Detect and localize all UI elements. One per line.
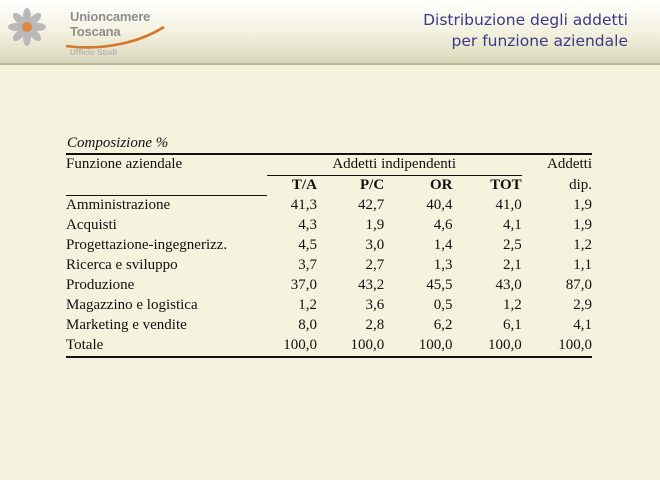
cell-value: 100,0 [317,336,384,357]
cell-value: 1,1 [573,257,592,274]
cell-value: 0,5 [433,296,453,313]
cell-value: 1,2 [502,296,522,313]
logo-subtitle: Ufficio Studi [70,48,118,57]
cell-value: 2,7 [365,257,385,274]
first-column-header: Funzione aziendale [66,156,183,173]
table-row [66,196,592,216]
cell-value: 3,6 [365,296,385,313]
cell-value: 100,0 [384,336,452,357]
column-header: TOT [490,176,522,193]
table-row [66,316,592,336]
logo-name-line1: Unioncamere [70,9,151,24]
table-header-row-2 [66,175,592,195]
header-divider [0,63,660,65]
cell-value: 4,3 [298,217,317,234]
cell-value: 4,5 [298,237,317,254]
slide-title-line2: per funzione aziendale [451,32,628,50]
table-caption: Composizione % [67,135,169,151]
cell-value: 40,4 [426,197,453,214]
cell-value: 43,2 [357,276,385,293]
column-header: OR [429,176,453,193]
table-header-row-1 [66,155,592,175]
slide-header [0,0,660,64]
row-label: Progettazione-ingegnerizz. [66,237,228,254]
cell-value: 3,0 [365,237,385,254]
cell-value: 8,0 [298,316,317,333]
swoosh-icon [64,24,168,50]
row-label: Magazzino e logistica [66,296,198,313]
column-header: P/C [360,176,385,193]
cell-value: 41,3 [290,197,317,214]
composition-table [66,153,592,358]
cell-value: 87,0 [565,276,592,293]
cell-value: 1,9 [573,197,592,214]
cell-value: 100,0 [522,336,592,357]
cell-value: 1,4 [433,237,453,254]
cell-value: 42,7 [357,197,385,214]
row-label: Amministrazione [66,197,171,214]
composition-table-section [66,134,592,358]
cell-value: 1,2 [298,296,317,313]
cell-value: 100,0 [267,336,317,357]
cell-value: 2,5 [502,237,522,254]
cell-value: 1,9 [365,217,385,234]
table-row-total [66,336,592,357]
cell-value: 3,7 [298,257,317,274]
column-header: T/A [291,176,317,193]
cell-value: 4,6 [433,217,453,234]
slide-title-line1: Distribuzione degli addetti [423,11,628,29]
table-row [66,216,592,236]
group-header: Addetti indipendenti [267,155,522,175]
cell-value: 100,0 [452,336,521,357]
row-label: Produzione [66,276,135,293]
cell-value: 4,1 [502,217,522,234]
unioncamere-logo-icon [6,6,48,48]
dip-header-line2: dip. [569,176,592,193]
table-row [66,256,592,276]
table-row [66,296,592,316]
cell-value: 6,2 [433,316,453,333]
row-label: Ricerca e sviluppo [66,257,178,274]
cell-value: 6,1 [502,316,522,333]
slide-title [328,10,628,52]
cell-value: 2,9 [573,296,592,313]
cell-value: 2,8 [365,316,385,333]
logo-name-line2: Toscana [70,24,121,39]
cell-value: 1,2 [573,237,592,254]
cell-value: 37,0 [290,276,317,293]
cell-value: 41,0 [495,197,522,214]
cell-value: 45,5 [426,276,453,293]
table-row [66,236,592,256]
dip-header-line1: Addetti [547,156,592,173]
cell-value: 1,9 [573,217,592,234]
cell-value: 2,1 [502,257,522,274]
cell-value: 1,3 [433,257,453,274]
cell-value: 43,0 [495,276,522,293]
row-label: Acquisti [66,217,117,234]
row-label: Marketing e vendite [66,316,187,333]
table-row [66,276,592,296]
cell-value: 4,1 [573,316,592,333]
row-label: Totale [66,336,267,357]
